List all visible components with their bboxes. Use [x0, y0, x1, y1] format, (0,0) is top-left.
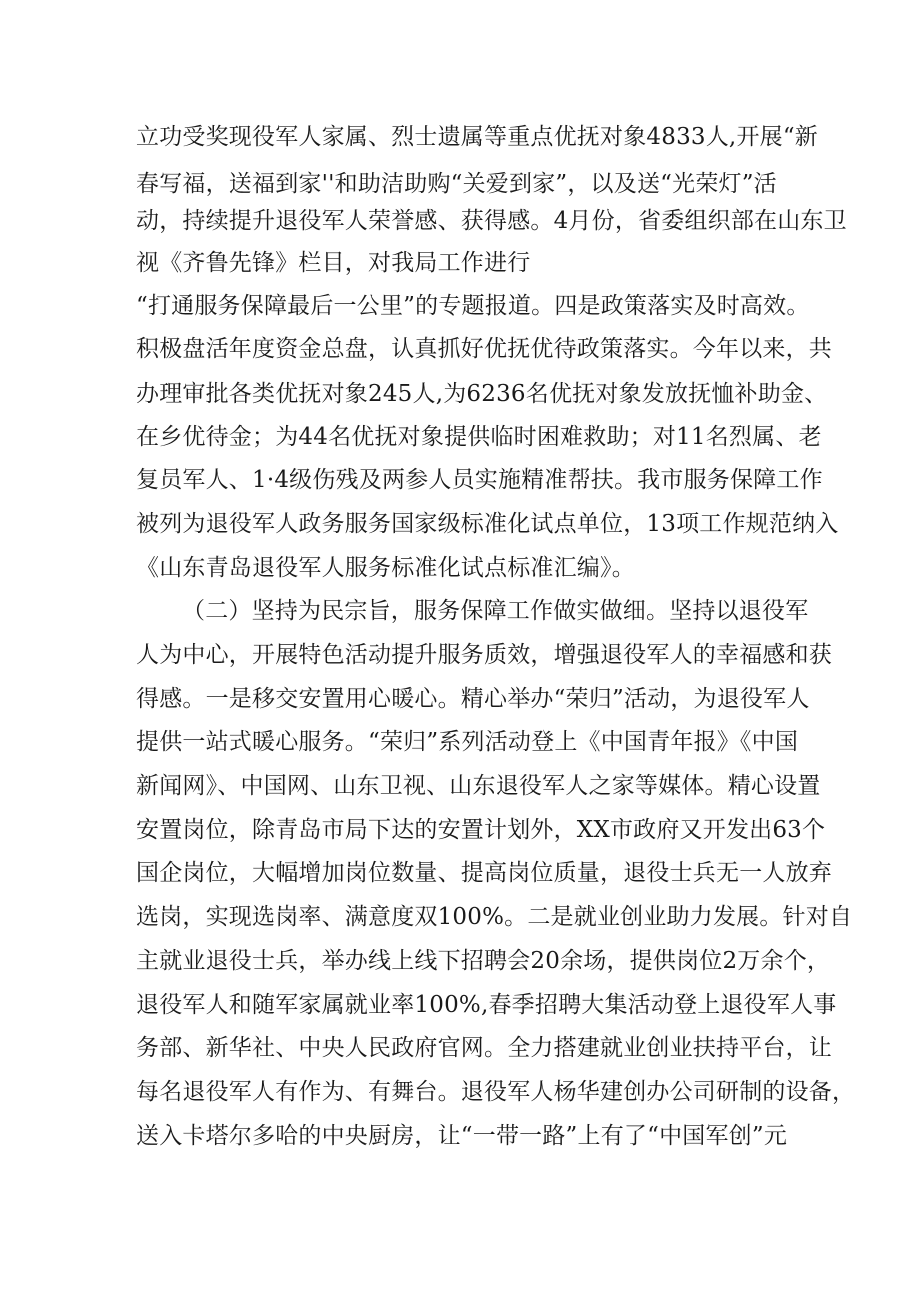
text-line: 安置岗位，除青岛市局下达的安置计划外，XX市政府又开发出63个	[136, 817, 826, 843]
text-line: 立功受奖现役军人家属、烈士遗属等重点优抚对象4833人,开展“新	[136, 124, 819, 150]
text-line: 送入卡塔尔多哈的中央厨房，让“一带一路”上有了“中国军创”元	[136, 1123, 788, 1149]
text-line: 主就业退役士兵，举办线上线下招聘会20余场，提供岗位2万余个，	[136, 948, 831, 974]
text-line: 务部、新华社、中央人民政府官网。全力搭建就业创业扶持平台，让	[136, 1035, 832, 1061]
text-line: 得感。一是移交安置用心暖心。精心举办“荣归”活动，为退役军人	[136, 686, 810, 712]
section-heading-line: （二）坚持为民宗旨，服务保障工作做实做细。坚持以退役军	[182, 598, 809, 624]
text-line: 人为中心，开展特色活动提升服务质效，增强退役军人的幸福感和获	[136, 642, 832, 668]
text-line: 在乡优待金；为44名优抚对象提供临时困难救助；对11名烈属、老	[136, 424, 822, 450]
text-line: 积极盘活年度资金总盘，认真抓好优抚优待政策落实。今年以来，共	[136, 336, 832, 362]
text-line: 新闻网》、中国网、山东卫视、山东退役军人之家等媒体。精心设置	[136, 773, 821, 799]
text-line: 选岗，实现选岗率、满意度双100%。二是就业创业助力发展。针对自	[136, 904, 853, 930]
text-line: 办理审批各类优抚对象245人,为6236名优抚对象发放抚恤补助金、	[136, 381, 828, 407]
text-line: “打通服务保障最后一公里”的专题报道。四是政策落实及时高效。	[136, 293, 810, 319]
text-line: 复员军人、1·4级伤残及两参人员实施精准帮扶。我市服务保障工作	[136, 467, 823, 493]
text-line: 退役军人和随军家属就业率100%,春季招聘大集活动登上退役军人事	[136, 992, 837, 1018]
text-line: 每名退役军人有作为、有舞台。退役军人杨华建创办公司研制的设备，	[136, 1079, 856, 1105]
text-line: 国企岗位，大幅增加岗位数量、提高岗位质量，退役士兵无一人放弃	[136, 860, 832, 886]
text-line: 《山东青岛退役军人服务标准化试点标准汇编》。	[136, 555, 635, 581]
text-line: 视《齐鲁先锋》栏目，对我局工作进行	[136, 250, 531, 276]
text-line: 春写福，送福到家''和助洁助购“关爱到家”，以及送“光荣灯”活	[136, 171, 777, 197]
text-line: 提供一站式暖心服务。“荣归”系列活动登上《中国青年报》《中国	[136, 729, 799, 755]
text-line: 被列为退役军人政务服务国家级标准化试点单位，13项工作规范纳入	[136, 511, 839, 537]
text-line: 动，持续提升退役军人荣誉感、获得感。4月份，省委组织部在山东卫	[136, 208, 847, 234]
